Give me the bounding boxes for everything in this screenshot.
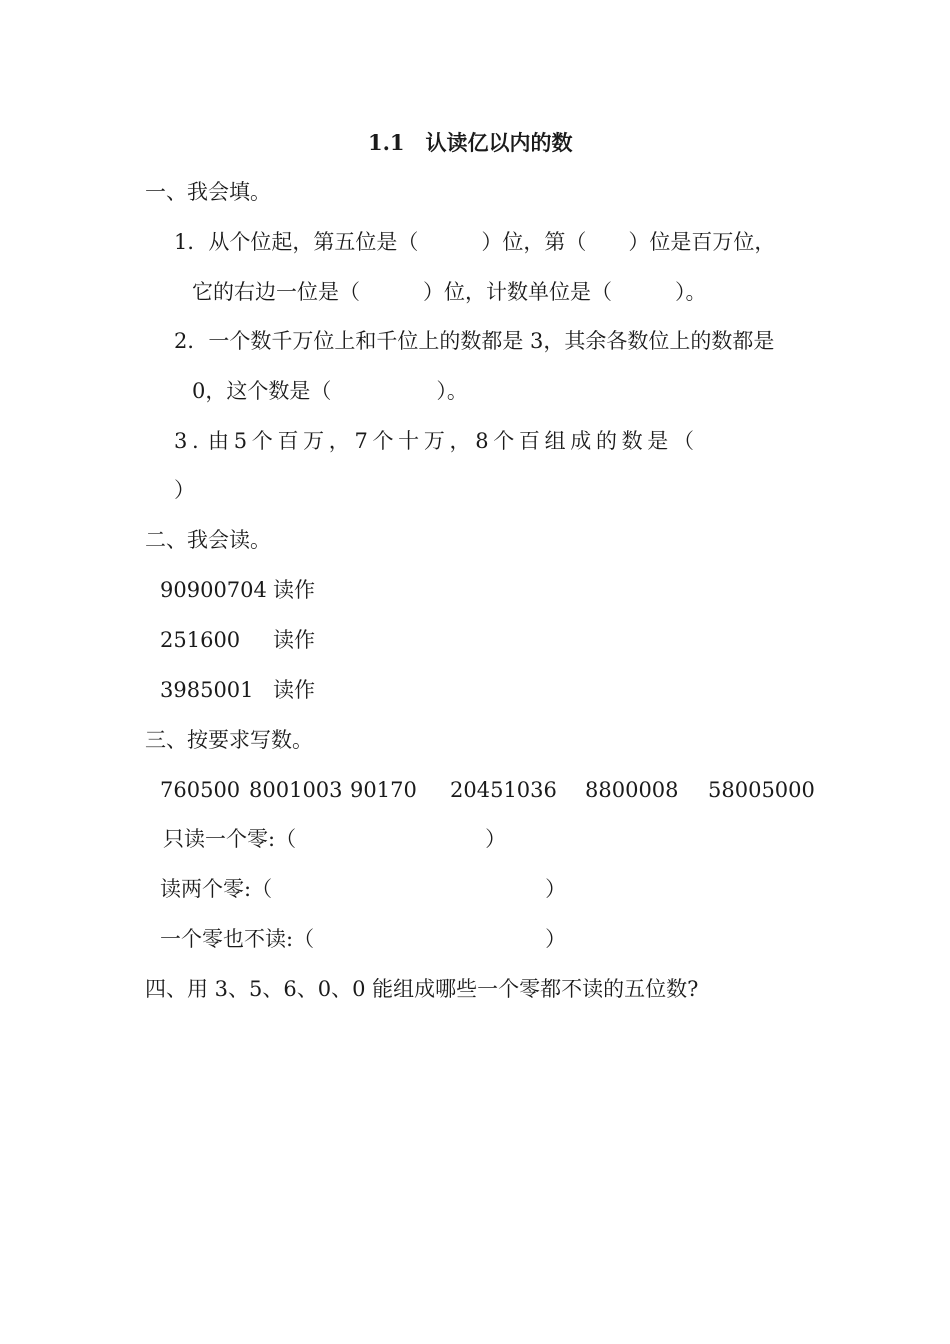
q2-line2: 0，这个数是（ ）。 xyxy=(192,379,468,403)
read-row-3-number: 3985001 xyxy=(160,678,254,702)
section4-heading: 四、用 3、5、6、0、0 能组成哪些一个零都不读的五位数? xyxy=(145,977,699,1001)
q3-line2: ） xyxy=(174,478,195,502)
section3-heading: 三、按要求写数。 xyxy=(145,728,313,752)
number-4: 20451036 xyxy=(450,778,557,802)
q3-line1: 3 . 由 5 个 百 万 ， 7 个 十 万 ， 8 个 百 组 成 的 数 是 （ xyxy=(174,429,694,453)
number-2: 8001003 xyxy=(249,778,343,802)
page-title: 1.1 认读亿以内的数 xyxy=(368,130,573,155)
q2-line1: 2．一个数千万位上和千位上的数都是 3，其余各数位上的数都是 xyxy=(174,329,775,353)
number-3: 90170 xyxy=(350,778,417,802)
read-row-2-label: 读作 xyxy=(273,628,315,652)
number-6: 58005000 xyxy=(708,778,815,802)
read-row-1-number: 90900704 xyxy=(160,578,267,602)
q1-line1: 1．从个位起，第五位是（ ）位，第（ ）位是百万位， xyxy=(174,230,776,254)
read-row-2-number: 251600 xyxy=(160,628,241,652)
number-5: 8800008 xyxy=(585,778,679,802)
read-row-1-label: 读作 xyxy=(273,578,315,602)
two-zeros-line: 读两个零:（ ） xyxy=(160,877,567,901)
section1-heading: 一、我会填。 xyxy=(145,180,271,204)
q1-line2: 它的右边一位是（ ）位，计数单位是（ ）。 xyxy=(192,280,707,304)
read-row-3-label: 读作 xyxy=(273,678,315,702)
section2-heading: 二、我会读。 xyxy=(145,528,271,552)
number-1: 760500 xyxy=(160,778,241,802)
no-zero-line: 一个零也不读:（ ） xyxy=(160,927,567,951)
one-zero-line: 只读一个零:（ ） xyxy=(163,827,507,851)
